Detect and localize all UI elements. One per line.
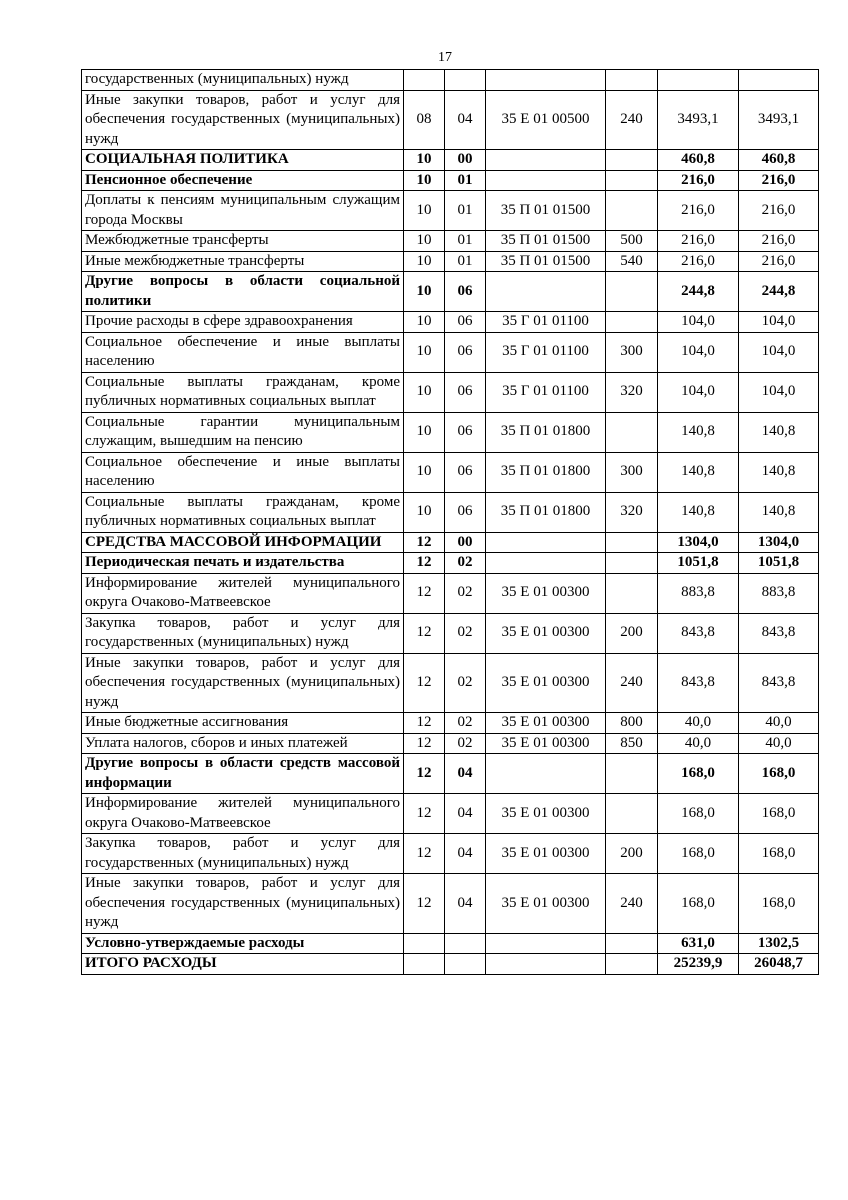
- cell-name: Пенсионное обеспечение: [82, 170, 404, 191]
- cell-amount-year-2: 140,8: [739, 492, 819, 532]
- cell-section: 12: [404, 834, 445, 874]
- table-row: [82, 412, 819, 452]
- cell-name: Периодическая печать и издательства: [82, 553, 404, 574]
- cell-section: 12: [404, 874, 445, 934]
- cell-amount-year-1: 25239,9: [658, 954, 739, 975]
- cell-target-article: 35 Е 01 00300: [486, 653, 606, 713]
- cell-section: 10: [404, 312, 445, 333]
- cell-target-article: 35 Е 01 00300: [486, 713, 606, 734]
- table-row: [82, 754, 819, 794]
- cell-amount-year-2: 216,0: [739, 191, 819, 231]
- cell-expense-type: 540: [606, 251, 658, 272]
- cell-section: 10: [404, 452, 445, 492]
- cell-amount-year-1: 460,8: [658, 150, 739, 171]
- cell-amount-year-1: 843,8: [658, 613, 739, 653]
- cell-amount-year-1: 168,0: [658, 794, 739, 834]
- table-row: [82, 733, 819, 754]
- cell-subsection: 00: [445, 532, 486, 553]
- table-row: [82, 713, 819, 734]
- cell-subsection: 02: [445, 553, 486, 574]
- cell-name: Социальные гарантии муниципальным служащим, вышедшим на пенсию: [82, 412, 404, 452]
- cell-target-article: 35 Е 01 00300: [486, 613, 606, 653]
- budget-table-body: [82, 70, 819, 975]
- cell-amount-year-2: 216,0: [739, 170, 819, 191]
- table-row: [82, 170, 819, 191]
- cell-section: 10: [404, 492, 445, 532]
- cell-expense-type: 200: [606, 834, 658, 874]
- cell-section: 10: [404, 372, 445, 412]
- cell-name: ИТОГО РАСХОДЫ: [82, 954, 404, 975]
- cell-section: 12: [404, 613, 445, 653]
- cell-name: Информирование жителей муниципального округа Очаково-Матвеевское: [82, 794, 404, 834]
- cell-expense-type: [606, 170, 658, 191]
- cell-expense-type: [606, 553, 658, 574]
- table-row: [82, 553, 819, 574]
- cell-target-article: 35 Е 01 00300: [486, 733, 606, 754]
- cell-name: Иные закупки товаров, работ и услуг для обеспечения государственных (муниципальных) нужд: [82, 874, 404, 934]
- cell-target-article: [486, 954, 606, 975]
- cell-section: 12: [404, 653, 445, 713]
- cell-amount-year-1: 3493,1: [658, 90, 739, 150]
- cell-amount-year-1: 104,0: [658, 332, 739, 372]
- cell-subsection: 02: [445, 733, 486, 754]
- table-row: [82, 332, 819, 372]
- cell-name: Информирование жителей муниципального округа Очаково-Матвеевское: [82, 573, 404, 613]
- cell-amount-year-1: 168,0: [658, 834, 739, 874]
- cell-expense-type: [606, 933, 658, 954]
- cell-amount-year-1: 1304,0: [658, 532, 739, 553]
- cell-expense-type: [606, 794, 658, 834]
- cell-section: 10: [404, 170, 445, 191]
- cell-name: Иные закупки товаров, работ и услуг для обеспечения государственных (муниципальных) нужд: [82, 653, 404, 713]
- cell-subsection: 02: [445, 573, 486, 613]
- cell-amount-year-1: 216,0: [658, 251, 739, 272]
- cell-expense-type: [606, 272, 658, 312]
- cell-expense-type: 850: [606, 733, 658, 754]
- cell-subsection: 06: [445, 372, 486, 412]
- cell-section: 10: [404, 251, 445, 272]
- budget-table: [81, 69, 819, 975]
- cell-section: 12: [404, 553, 445, 574]
- cell-section: 10: [404, 191, 445, 231]
- cell-section: 10: [404, 412, 445, 452]
- cell-amount-year-2: 168,0: [739, 754, 819, 794]
- cell-subsection: 01: [445, 170, 486, 191]
- cell-target-article: [486, 272, 606, 312]
- cell-amount-year-2: 40,0: [739, 733, 819, 754]
- cell-amount-year-2: 883,8: [739, 573, 819, 613]
- cell-section: 10: [404, 332, 445, 372]
- cell-target-article: 35 П 01 01500: [486, 231, 606, 252]
- cell-name: Закупка товаров, работ и услуг для государственных (муниципальных) нужд: [82, 834, 404, 874]
- table-row: [82, 452, 819, 492]
- cell-target-article: 35 П 01 01800: [486, 412, 606, 452]
- table-row: [82, 492, 819, 532]
- cell-amount-year-1: 140,8: [658, 412, 739, 452]
- cell-subsection: 02: [445, 613, 486, 653]
- cell-target-article: 35 П 01 01800: [486, 452, 606, 492]
- cell-section: 12: [404, 754, 445, 794]
- cell-expense-type: 500: [606, 231, 658, 252]
- cell-amount-year-2: 1304,0: [739, 532, 819, 553]
- cell-amount-year-1: 104,0: [658, 372, 739, 412]
- cell-name: СОЦИАЛЬНАЯ ПОЛИТИКА: [82, 150, 404, 171]
- cell-amount-year-1: 631,0: [658, 933, 739, 954]
- cell-amount-year-2: 216,0: [739, 251, 819, 272]
- cell-amount-year-1: 140,8: [658, 492, 739, 532]
- table-row: [82, 191, 819, 231]
- cell-target-article: 35 Е 01 00300: [486, 794, 606, 834]
- cell-name: Другие вопросы в области средств массовой информации: [82, 754, 404, 794]
- cell-amount-year-2: 26048,7: [739, 954, 819, 975]
- cell-amount-year-1: 244,8: [658, 272, 739, 312]
- cell-amount-year-1: 1051,8: [658, 553, 739, 574]
- cell-name: Иные бюджетные ассигнования: [82, 713, 404, 734]
- cell-section: 12: [404, 713, 445, 734]
- cell-section: 08: [404, 90, 445, 150]
- table-row: [82, 653, 819, 713]
- cell-expense-type: 240: [606, 874, 658, 934]
- cell-expense-type: 300: [606, 452, 658, 492]
- cell-amount-year-1: 140,8: [658, 452, 739, 492]
- cell-target-article: [486, 754, 606, 794]
- cell-target-article: 35 П 01 01500: [486, 251, 606, 272]
- table-row: [82, 933, 819, 954]
- cell-target-article: [486, 532, 606, 553]
- cell-amount-year-1: 216,0: [658, 170, 739, 191]
- cell-amount-year-1: 104,0: [658, 312, 739, 333]
- cell-name: Прочие расходы в сфере здравоохранения: [82, 312, 404, 333]
- cell-expense-type: [606, 312, 658, 333]
- cell-amount-year-2: 140,8: [739, 412, 819, 452]
- table-row: [82, 272, 819, 312]
- table-row: [82, 954, 819, 975]
- cell-amount-year-2: 460,8: [739, 150, 819, 171]
- cell-amount-year-2: 843,8: [739, 613, 819, 653]
- cell-target-article: 35 Г 01 01100: [486, 372, 606, 412]
- cell-section: [404, 70, 445, 91]
- cell-amount-year-1: 843,8: [658, 653, 739, 713]
- cell-name: Социальное обеспечение и иные выплаты населению: [82, 452, 404, 492]
- cell-target-article: [486, 933, 606, 954]
- cell-target-article: 35 Е 01 00300: [486, 573, 606, 613]
- cell-subsection: 06: [445, 492, 486, 532]
- table-row: [82, 312, 819, 333]
- table-row: [82, 251, 819, 272]
- cell-subsection: 06: [445, 272, 486, 312]
- cell-target-article: [486, 70, 606, 91]
- table-row: [82, 231, 819, 252]
- cell-amount-year-2: 216,0: [739, 231, 819, 252]
- cell-amount-year-2: 140,8: [739, 452, 819, 492]
- cell-name: Социальное обеспечение и иные выплаты населению: [82, 332, 404, 372]
- cell-expense-type: [606, 150, 658, 171]
- cell-amount-year-2: 104,0: [739, 372, 819, 412]
- cell-name: Социальные выплаты гражданам, кроме публичных нормативных социальных выплат: [82, 372, 404, 412]
- cell-target-article: 35 Е 01 00300: [486, 874, 606, 934]
- cell-section: 12: [404, 794, 445, 834]
- cell-amount-year-2: 3493,1: [739, 90, 819, 150]
- cell-subsection: 01: [445, 251, 486, 272]
- table-row: [82, 70, 819, 91]
- cell-name: Иные закупки товаров, работ и услуг для обеспечения государственных (муниципальных) нужд: [82, 90, 404, 150]
- cell-amount-year-2: 1051,8: [739, 553, 819, 574]
- cell-expense-type: 240: [606, 653, 658, 713]
- cell-amount-year-2: 1302,5: [739, 933, 819, 954]
- cell-name: государственных (муниципальных) нужд: [82, 70, 404, 91]
- cell-amount-year-2: 843,8: [739, 653, 819, 713]
- page-number: 17: [438, 50, 452, 65]
- cell-section: 10: [404, 272, 445, 312]
- cell-expense-type: [606, 412, 658, 452]
- cell-amount-year-1: 40,0: [658, 713, 739, 734]
- cell-expense-type: 320: [606, 372, 658, 412]
- cell-expense-type: 320: [606, 492, 658, 532]
- cell-section: 10: [404, 231, 445, 252]
- cell-target-article: [486, 170, 606, 191]
- cell-section: 12: [404, 532, 445, 553]
- cell-amount-year-1: 883,8: [658, 573, 739, 613]
- table-row: [82, 372, 819, 412]
- cell-subsection: 02: [445, 713, 486, 734]
- cell-name: Закупка товаров, работ и услуг для государственных (муниципальных) нужд: [82, 613, 404, 653]
- cell-expense-type: [606, 754, 658, 794]
- cell-target-article: 35 Е 01 00500: [486, 90, 606, 150]
- cell-amount-year-1: 40,0: [658, 733, 739, 754]
- cell-name: Другие вопросы в области социальной политики: [82, 272, 404, 312]
- cell-expense-type: [606, 954, 658, 975]
- cell-expense-type: [606, 573, 658, 613]
- table-row: [82, 150, 819, 171]
- cell-section: 12: [404, 573, 445, 613]
- cell-expense-type: [606, 532, 658, 553]
- table-row: [82, 613, 819, 653]
- cell-name: СРЕДСТВА МАССОВОЙ ИНФОРМАЦИИ: [82, 532, 404, 553]
- cell-target-article: 35 П 01 01800: [486, 492, 606, 532]
- cell-section: [404, 933, 445, 954]
- cell-amount-year-2: 244,8: [739, 272, 819, 312]
- cell-amount-year-2: 104,0: [739, 332, 819, 372]
- table-row: [82, 90, 819, 150]
- cell-expense-type: 240: [606, 90, 658, 150]
- cell-subsection: 00: [445, 150, 486, 171]
- cell-subsection: 06: [445, 312, 486, 333]
- cell-amount-year-1: 168,0: [658, 874, 739, 934]
- cell-subsection: 04: [445, 754, 486, 794]
- cell-subsection: 02: [445, 653, 486, 713]
- cell-subsection: [445, 933, 486, 954]
- cell-subsection: [445, 70, 486, 91]
- cell-amount-year-2: 168,0: [739, 874, 819, 934]
- cell-expense-type: 300: [606, 332, 658, 372]
- cell-target-article: 35 Г 01 01100: [486, 312, 606, 333]
- cell-target-article: [486, 553, 606, 574]
- cell-amount-year-2: 168,0: [739, 794, 819, 834]
- cell-target-article: [486, 150, 606, 171]
- cell-expense-type: 200: [606, 613, 658, 653]
- cell-amount-year-2: 104,0: [739, 312, 819, 333]
- cell-subsection: 06: [445, 452, 486, 492]
- cell-amount-year-1: 216,0: [658, 231, 739, 252]
- cell-expense-type: 800: [606, 713, 658, 734]
- cell-subsection: 04: [445, 90, 486, 150]
- cell-subsection: 04: [445, 834, 486, 874]
- cell-name: Доплаты к пенсиям муниципальным служащим города Москвы: [82, 191, 404, 231]
- cell-section: 10: [404, 150, 445, 171]
- cell-amount-year-1: [658, 70, 739, 91]
- cell-amount-year-2: 168,0: [739, 834, 819, 874]
- table-row: [82, 834, 819, 874]
- cell-subsection: [445, 954, 486, 975]
- cell-section: 12: [404, 733, 445, 754]
- cell-amount-year-1: 168,0: [658, 754, 739, 794]
- cell-amount-year-2: [739, 70, 819, 91]
- cell-name: Межбюджетные трансферты: [82, 231, 404, 252]
- table-row: [82, 874, 819, 934]
- table-row: [82, 532, 819, 553]
- cell-subsection: 04: [445, 794, 486, 834]
- cell-name: Иные межбюджетные трансферты: [82, 251, 404, 272]
- cell-expense-type: [606, 70, 658, 91]
- cell-subsection: 01: [445, 191, 486, 231]
- cell-target-article: 35 Е 01 00300: [486, 834, 606, 874]
- cell-amount-year-2: 40,0: [739, 713, 819, 734]
- cell-subsection: 06: [445, 412, 486, 452]
- table-row: [82, 573, 819, 613]
- cell-subsection: 01: [445, 231, 486, 252]
- cell-name: Социальные выплаты гражданам, кроме публичных нормативных социальных выплат: [82, 492, 404, 532]
- cell-target-article: 35 Г 01 01100: [486, 332, 606, 372]
- table-row: [82, 794, 819, 834]
- cell-target-article: 35 П 01 01500: [486, 191, 606, 231]
- cell-amount-year-1: 216,0: [658, 191, 739, 231]
- cell-section: [404, 954, 445, 975]
- cell-name: Условно-утверждаемые расходы: [82, 933, 404, 954]
- cell-subsection: 04: [445, 874, 486, 934]
- cell-subsection: 06: [445, 332, 486, 372]
- cell-expense-type: [606, 191, 658, 231]
- cell-name: Уплата налогов, сборов и иных платежей: [82, 733, 404, 754]
